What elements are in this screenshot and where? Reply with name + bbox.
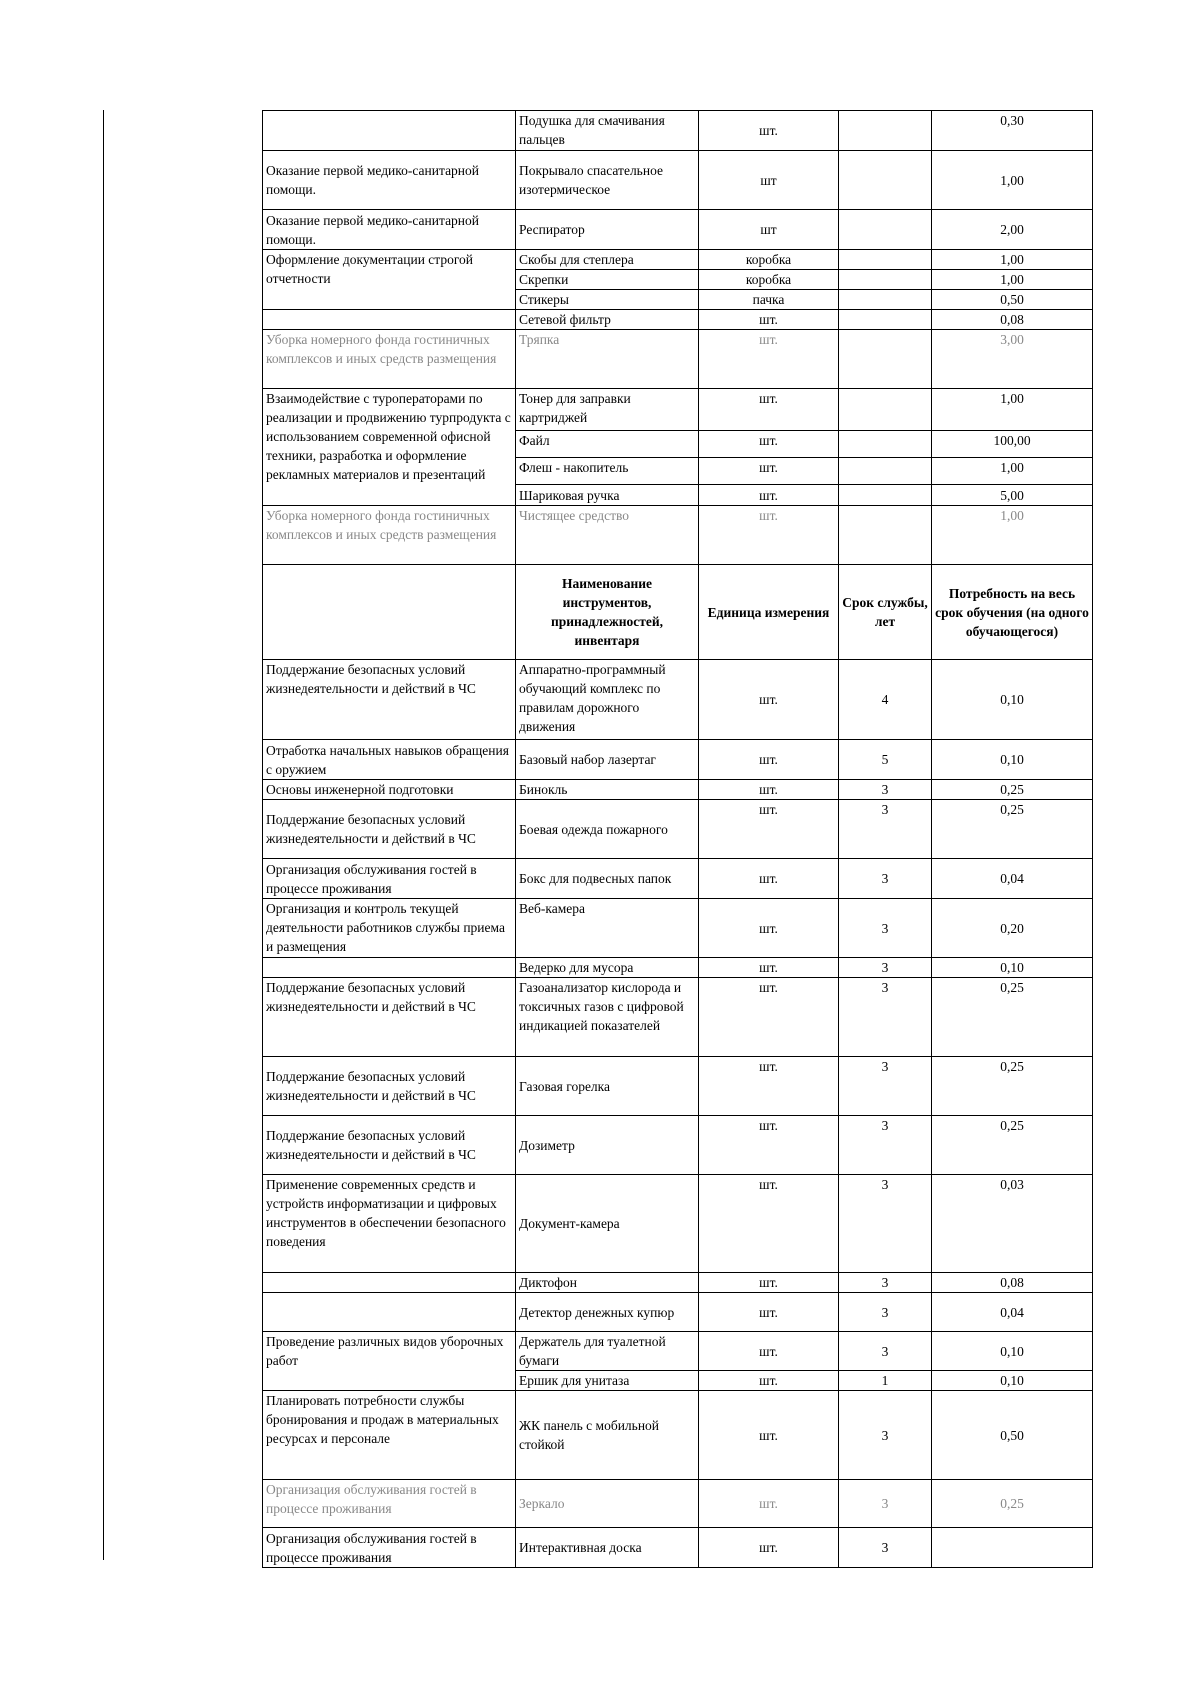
need-cell: 0,25 [932, 1116, 1093, 1175]
item-cell: Документ-камера [516, 1175, 699, 1273]
life-cell: 3 [839, 978, 932, 1057]
need-cell: 5,00 [932, 485, 1093, 506]
activity-cell: Поддержание безопасных условий жизнедеятельности и действий в ЧС [263, 660, 516, 740]
table-row [263, 740, 1093, 780]
life-cell [839, 310, 932, 330]
activity-cell: Взаимодействие с туроператорами по реализации и продвижению турпродукта с использованием современной офисной техники, разработка и оформление рекламных материалов и презентаций [263, 389, 516, 506]
need-cell: 0,10 [932, 1371, 1093, 1391]
life-cell [839, 210, 932, 250]
unit-cell: шт. [699, 899, 839, 958]
item-cell: Боевая одежда пожарного [516, 800, 699, 859]
table-row [263, 310, 1093, 330]
unit-cell: шт [699, 151, 839, 210]
item-cell: Диктофон [516, 1273, 699, 1293]
unit-cell: шт. [699, 506, 839, 565]
life-cell [839, 458, 932, 485]
activity-cell: Уборка номерного фонда гостиничных комплексов и иных средств размещения [263, 506, 516, 565]
need-cell: 1,00 [932, 250, 1093, 270]
left-margin-line [103, 110, 104, 1560]
item-cell: Бокс для подвесных папок [516, 859, 699, 899]
need-cell: 0,25 [932, 1057, 1093, 1116]
need-cell: 0,30 [932, 111, 1093, 151]
unit-cell: шт. [699, 780, 839, 800]
item-cell: Аппаратно-программный обучающий комплекс по правилам дорожного движения [516, 660, 699, 740]
unit-cell: шт. [699, 800, 839, 859]
header-item: Наименование инструментов, принадлежностей, инвентаря [516, 565, 699, 660]
item-cell: Скрепки [516, 270, 699, 290]
life-cell: 3 [839, 1391, 932, 1480]
item-cell: Чистящее средство [516, 506, 699, 565]
table-row [263, 978, 1093, 1057]
unit-cell: шт. [699, 978, 839, 1057]
life-cell: 3 [839, 859, 932, 899]
unit-cell: шт. [699, 111, 839, 151]
unit-cell: шт. [699, 330, 839, 389]
activity-cell [263, 310, 516, 330]
table-row [263, 506, 1093, 565]
life-cell: 3 [839, 958, 932, 978]
table-row [263, 1116, 1093, 1175]
unit-cell: коробка [699, 270, 839, 290]
item-cell: Интерактивная доска [516, 1528, 699, 1568]
need-cell: 0,04 [932, 859, 1093, 899]
unit-cell: шт [699, 210, 839, 250]
table-row [263, 859, 1093, 899]
table-row [263, 780, 1093, 800]
activity-cell: Отработка начальных навыков обращения с оружием [263, 740, 516, 780]
activity-cell: Оформление документации строгой отчетности [263, 250, 516, 310]
item-cell: Дозиметр [516, 1116, 699, 1175]
item-cell: ЖК панель с мобильной стойкой [516, 1391, 699, 1480]
activity-cell: Поддержание безопасных условий жизнедеятельности и действий в ЧС [263, 800, 516, 859]
life-cell: 3 [839, 800, 932, 859]
table-row [263, 1293, 1093, 1332]
need-cell: 1,00 [932, 458, 1093, 485]
life-cell [839, 290, 932, 310]
activity-cell [263, 1293, 516, 1332]
item-cell: Покрывало спасательное изотермическое [516, 151, 699, 210]
need-cell: 100,00 [932, 431, 1093, 458]
unit-cell: шт. [699, 1057, 839, 1116]
item-cell: Тряпка [516, 330, 699, 389]
life-cell [839, 270, 932, 290]
need-cell: 0,20 [932, 899, 1093, 958]
unit-cell: шт. [699, 1371, 839, 1391]
item-cell: Стикеры [516, 290, 699, 310]
activity-cell: Организация обслуживания гостей в процессе проживания [263, 1528, 516, 1568]
activity-cell: Организация обслуживания гостей в процессе проживания [263, 859, 516, 899]
need-cell: 0,10 [932, 740, 1093, 780]
table-row [263, 250, 1093, 270]
table-row [263, 1273, 1093, 1293]
unit-cell: пачка [699, 290, 839, 310]
life-cell [839, 151, 932, 210]
item-cell: Держатель для туалетной бумаги [516, 1332, 699, 1371]
unit-cell: шт. [699, 458, 839, 485]
item-cell: Файл [516, 431, 699, 458]
need-cell: 0,50 [932, 1391, 1093, 1480]
item-cell: Бинокль [516, 780, 699, 800]
need-cell: 0,50 [932, 290, 1093, 310]
table-row [263, 660, 1093, 740]
activity-cell: Проведение различных видов уборочных работ [263, 1332, 516, 1391]
life-cell [839, 111, 932, 151]
item-cell: Шариковая ручка [516, 485, 699, 506]
item-cell: Газоанализатор кислорода и токсичных газов с цифровой индикацией показателей [516, 978, 699, 1057]
activity-cell: Поддержание безопасных условий жизнедеятельности и действий в ЧС [263, 1116, 516, 1175]
table-row [263, 800, 1093, 859]
life-cell: 3 [839, 780, 932, 800]
need-cell [932, 1528, 1093, 1568]
item-cell: Скобы для степлера [516, 250, 699, 270]
header-row [263, 565, 1093, 660]
unit-cell: шт. [699, 1480, 839, 1528]
activity-cell: Оказание первой медико-санитарной помощи. [263, 151, 516, 210]
activity-cell: Основы инженерной подготовки [263, 780, 516, 800]
need-cell: 0,10 [932, 660, 1093, 740]
life-cell: 3 [839, 1293, 932, 1332]
need-cell: 0,04 [932, 1293, 1093, 1332]
item-cell: Детектор денежных купюр [516, 1293, 699, 1332]
unit-cell: шт. [699, 485, 839, 506]
need-cell: 1,00 [932, 151, 1093, 210]
unit-cell: шт. [699, 1293, 839, 1332]
item-cell: Сетевой фильтр [516, 310, 699, 330]
need-cell: 0,08 [932, 1273, 1093, 1293]
item-cell: Базовый набор лазертаг [516, 740, 699, 780]
need-cell: 2,00 [932, 210, 1093, 250]
need-cell: 0,25 [932, 978, 1093, 1057]
item-cell: Газовая горелка [516, 1057, 699, 1116]
table-row [263, 1057, 1093, 1116]
unit-cell: шт. [699, 431, 839, 458]
need-cell: 0,10 [932, 1332, 1093, 1371]
unit-cell: шт. [699, 310, 839, 330]
unit-cell: шт. [699, 1116, 839, 1175]
life-cell [839, 250, 932, 270]
item-cell: Ершик для унитаза [516, 1371, 699, 1391]
table-row [263, 899, 1093, 958]
unit-cell: коробка [699, 250, 839, 270]
life-cell: 3 [839, 1273, 932, 1293]
table-row [263, 330, 1093, 389]
item-cell: Зеркало [516, 1480, 699, 1528]
activity-cell: Поддержание безопасных условий жизнедеятельности и действий в ЧС [263, 978, 516, 1057]
life-cell: 3 [839, 1057, 932, 1116]
table-row [263, 389, 1093, 431]
unit-cell: шт. [699, 1391, 839, 1480]
need-cell: 0,10 [932, 958, 1093, 978]
unit-cell: шт. [699, 1528, 839, 1568]
header-unit: Единица измерения [699, 565, 839, 660]
life-cell: 4 [839, 660, 932, 740]
table-row [263, 958, 1093, 978]
item-cell: Подушка для смачивания пальцев [516, 111, 699, 151]
unit-cell: шт. [699, 1332, 839, 1371]
need-cell: 1,00 [932, 506, 1093, 565]
equipment-table [262, 110, 1093, 1568]
table-row [263, 111, 1093, 151]
header-need: Потребность на весь срок обучения (на одного обучающегося) [932, 565, 1093, 660]
life-cell: 5 [839, 740, 932, 780]
table-row [263, 1528, 1093, 1568]
table-row [263, 151, 1093, 210]
need-cell: 0,25 [932, 780, 1093, 800]
activity-cell: Оказание первой медико-санитарной помощи. [263, 210, 516, 250]
need-cell: 0,25 [932, 800, 1093, 859]
table-row [263, 1391, 1093, 1480]
activity-cell [263, 1273, 516, 1293]
unit-cell: шт. [699, 1273, 839, 1293]
unit-cell: шт. [699, 389, 839, 431]
header-activity [263, 565, 516, 660]
item-cell: Тонер для заправки картриджей [516, 389, 699, 431]
need-cell: 0,03 [932, 1175, 1093, 1273]
activity-cell: Применение современных средств и устройств информатизации и цифровых инструментов в обеспечении безопасного поведения [263, 1175, 516, 1273]
need-cell: 3,00 [932, 330, 1093, 389]
activity-cell: Уборка номерного фонда гостиничных комплексов и иных средств размещения [263, 330, 516, 389]
activity-cell: Планировать потребности службы бронирования и продаж в материальных ресурсах и персонале [263, 1391, 516, 1480]
activity-cell: Организация обслуживания гостей в процессе проживания [263, 1480, 516, 1528]
table-row [263, 210, 1093, 250]
life-cell: 3 [839, 1332, 932, 1371]
activity-cell: Поддержание безопасных условий жизнедеятельности и действий в ЧС [263, 1057, 516, 1116]
need-cell: 0,08 [932, 310, 1093, 330]
unit-cell: шт. [699, 859, 839, 899]
activity-cell [263, 958, 516, 978]
life-cell: 3 [839, 1116, 932, 1175]
need-cell: 1,00 [932, 270, 1093, 290]
table-row [263, 1480, 1093, 1528]
need-cell: 0,25 [932, 1480, 1093, 1528]
life-cell: 3 [839, 1480, 932, 1528]
item-cell: Веб-камера [516, 899, 699, 958]
life-cell: 3 [839, 1175, 932, 1273]
life-cell [839, 330, 932, 389]
life-cell [839, 431, 932, 458]
table-row [263, 1175, 1093, 1273]
item-cell: Респиратор [516, 210, 699, 250]
life-cell [839, 506, 932, 565]
table-row [263, 1332, 1093, 1371]
unit-cell: шт. [699, 660, 839, 740]
need-cell: 1,00 [932, 389, 1093, 431]
life-cell: 1 [839, 1371, 932, 1391]
item-cell: Ведерко для мусора [516, 958, 699, 978]
life-cell [839, 389, 932, 431]
item-cell: Флеш - накопитель [516, 458, 699, 485]
unit-cell: шт. [699, 740, 839, 780]
activity-cell [263, 111, 516, 151]
unit-cell: шт. [699, 1175, 839, 1273]
life-cell [839, 485, 932, 506]
life-cell: 3 [839, 899, 932, 958]
header-life: Срок службы, лет [839, 565, 932, 660]
life-cell: 3 [839, 1528, 932, 1568]
unit-cell: шт. [699, 958, 839, 978]
activity-cell: Организация и контроль текущей деятельности работников службы приема и размещения [263, 899, 516, 958]
